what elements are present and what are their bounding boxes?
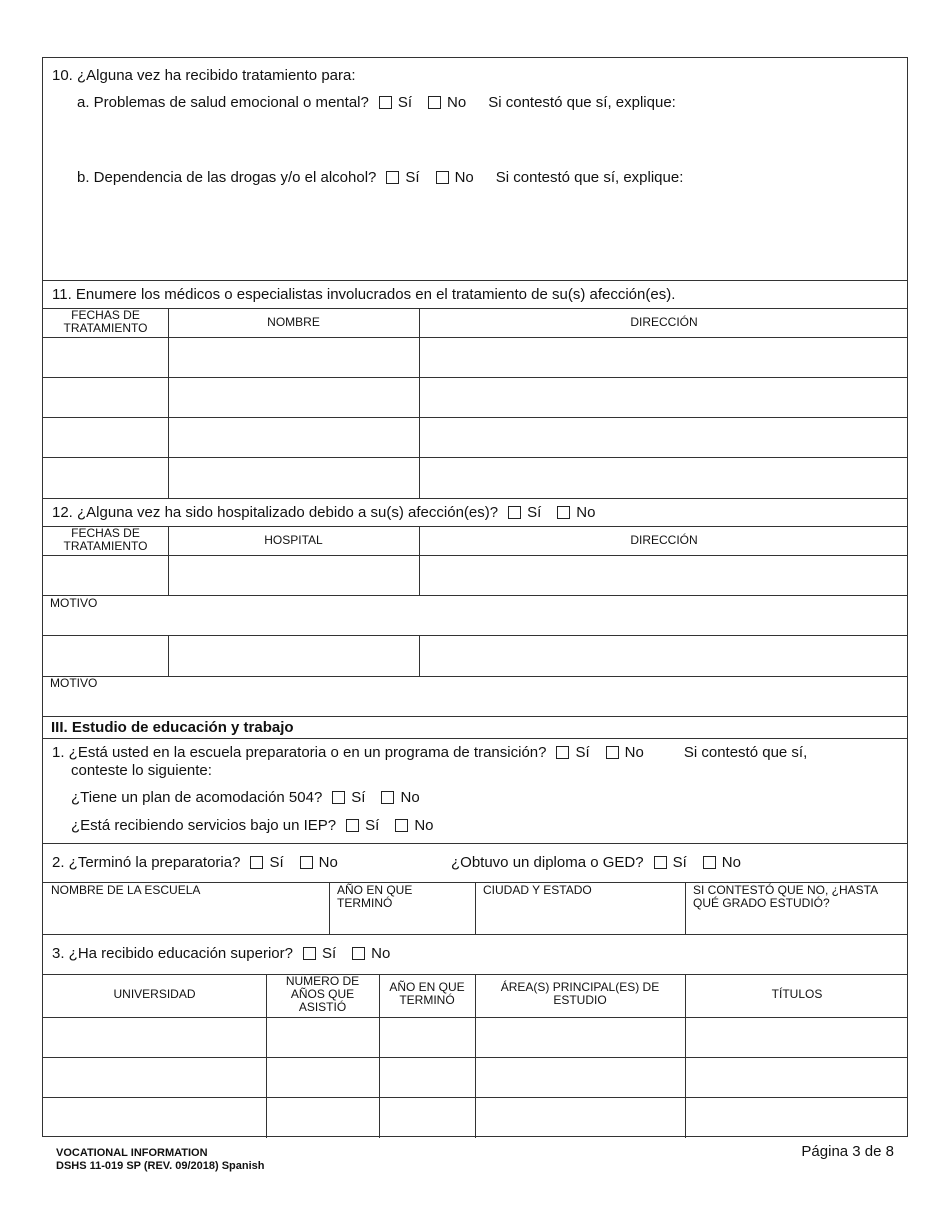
e3-row-1[interactable] (43, 1018, 907, 1057)
q10b-explain-field[interactable] (77, 192, 897, 276)
q10b-no-checkbox[interactable] (436, 171, 449, 184)
q10b-row (77, 169, 683, 186)
q12-no-checkbox[interactable] (557, 506, 570, 519)
e3-no-label: No (371, 945, 391, 962)
q12-reason-field-1[interactable] (43, 596, 907, 635)
e2-yes-label: Sí (269, 854, 284, 871)
q12-yes-checkbox[interactable] (508, 506, 521, 519)
e3-col-years: NUMERO DE AÑOS QUE ASISTIÓ (285, 974, 360, 1014)
e3-col-degrees: TÍTULOS (771, 987, 823, 1001)
e2-ged-no-label: No (721, 854, 741, 871)
e2-question: 2. ¿Terminó la preparatoria? (52, 854, 241, 871)
e3-yes-checkbox[interactable] (303, 947, 316, 960)
e1-iep-row (71, 817, 434, 834)
q10b-explain-label: Si contestó que sí, explique: (495, 169, 684, 186)
footer-form-info (56, 1147, 265, 1173)
e1-iep-yes-label: Sí (365, 817, 380, 834)
e2-no-checkbox[interactable] (300, 856, 313, 869)
q12-reason-label-1: MOTIVO (50, 596, 98, 610)
q10b-no-label: No (454, 169, 474, 186)
q11-col-name: NOMBRE (267, 315, 320, 329)
q12-hospital-row-1[interactable] (43, 556, 907, 595)
e1-iep-question: ¿Está recibiendo servicios bajo un IEP? (71, 817, 337, 834)
q11-title: 11. Enumere los médicos o especialistas involucrados en el tratamiento de su(s) afección(es). (52, 286, 676, 303)
e3-row (52, 945, 390, 962)
e1-504-no-checkbox[interactable] (381, 791, 394, 804)
q10a-no-label: No (447, 94, 467, 111)
e2-ged-yes-checkbox[interactable] (654, 856, 667, 869)
q10a-yes-label: Sí (397, 94, 413, 111)
q10a-explain-label: Si contestó que sí, explique: (488, 94, 676, 111)
q10-title: 10. ¿Alguna vez ha recibido tratamiento para: (52, 67, 356, 84)
e3-no-checkbox[interactable] (352, 947, 365, 960)
e2-col-year: AÑO EN QUE TERMINÓ (337, 883, 413, 910)
q12-reason-field-2[interactable] (43, 677, 907, 716)
e3-col-year-finished: AÑO EN QUE TERMINÓ (389, 980, 465, 1007)
e1-504-row (71, 789, 420, 806)
e1-yes-label: Sí (575, 744, 590, 761)
q11-col-dates: FECHAS DE TRATAMIENTO (63, 308, 148, 335)
e1-iep-no-checkbox[interactable] (395, 819, 408, 832)
e1-iep-yes-checkbox[interactable] (346, 819, 359, 832)
e2-school-field[interactable] (43, 910, 328, 933)
e3-yes-label: Sí (321, 945, 337, 962)
q12-hospital-row-2[interactable] (43, 636, 907, 675)
e1-row (52, 744, 807, 761)
e3-col-university: UNIVERSIDAD (113, 987, 196, 1001)
q10a-question: a. Problemas de salud emocional o mental? (77, 94, 369, 111)
page-number: Página 3 de 8 (801, 1143, 894, 1160)
e1-504-yes-checkbox[interactable] (332, 791, 345, 804)
e2-row (52, 854, 338, 871)
q10a-explain-field[interactable] (77, 116, 897, 160)
e1-no-label: No (624, 744, 644, 761)
q12-no-label: No (576, 504, 596, 521)
footer-title: VOCATIONAL INFORMATION (56, 1147, 208, 1159)
q12-col-hospital: HOSPITAL (264, 533, 323, 547)
q12-row (52, 504, 595, 521)
q12-question: 12. ¿Alguna vez ha sido hospitalizado debido a su(s) afección(es)? (52, 504, 499, 521)
q10a-no-checkbox[interactable] (428, 96, 441, 109)
q10b-yes-checkbox[interactable] (386, 171, 399, 184)
q12-yes-label: Sí (527, 504, 542, 521)
e1-question: 1. ¿Está usted en la escuela preparatoria o en un programa de transición? (52, 744, 547, 761)
e2-col-school: NOMBRE DE LA ESCUELA (51, 883, 201, 897)
e2-grade-field[interactable] (686, 910, 907, 933)
e3-col-areas: ÁREA(S) PRINCIPAL(ES) DE ESTUDIO (500, 980, 660, 1007)
e2-ged-question: ¿Obtuvo un diploma o GED? (451, 854, 644, 871)
e2-col-grade: SI CONTESTÓ QUE NO, ¿HASTA QUÉ GRADO ESTUDIÓ? (693, 883, 879, 910)
q10b-yes-label: Sí (405, 169, 420, 186)
e2-yes-checkbox[interactable] (250, 856, 263, 869)
q11-row-1[interactable] (43, 338, 907, 377)
footer-form-number: DSHS 11-019 SP (REV. 09/2018) Spanish (56, 1160, 265, 1172)
e2-no-label: No (318, 854, 338, 871)
e1-504-no-label: No (400, 789, 420, 806)
q10a-row (77, 94, 676, 111)
e2-col-city: CIUDAD Y ESTADO (483, 883, 592, 897)
e3-row-3[interactable] (43, 1098, 907, 1136)
e1-504-question: ¿Tiene un plan de acomodación 504? (71, 789, 323, 806)
e2-ged-yes-label: Sí (672, 854, 687, 871)
e3-row-2[interactable] (43, 1058, 907, 1097)
e1-iep-no-label: No (414, 817, 434, 834)
q10b-question: b. Dependencia de las drogas y/o el alcohol? (77, 169, 377, 186)
form-page (42, 57, 908, 1137)
section3-heading: III. Estudio de educación y trabajo (51, 719, 294, 736)
q11-row-4[interactable] (43, 458, 907, 497)
e1-no-checkbox[interactable] (606, 746, 619, 759)
e1-continuation: conteste lo siguiente: (71, 762, 212, 779)
q12-col-dates: FECHAS DE TRATAMIENTO (63, 526, 148, 553)
e2-city-field[interactable] (476, 910, 684, 933)
q12-col-address: DIRECCIÓN (630, 533, 698, 547)
e2-year-field[interactable] (330, 910, 474, 933)
e1-504-yes-label: Sí (351, 789, 366, 806)
e2-ged-no-checkbox[interactable] (703, 856, 716, 869)
q12-reason-label-2: MOTIVO (50, 676, 98, 690)
q11-col-address: DIRECCIÓN (630, 315, 698, 329)
q11-row-3[interactable] (43, 418, 907, 457)
e2-ged-row (451, 854, 741, 871)
q11-row-2[interactable] (43, 378, 907, 417)
e3-question: 3. ¿Ha recibido educación superior? (52, 945, 293, 962)
q10a-yes-checkbox[interactable] (379, 96, 392, 109)
e1-yes-checkbox[interactable] (556, 746, 569, 759)
e1-if-yes-label: Si contestó que sí, (683, 744, 808, 761)
